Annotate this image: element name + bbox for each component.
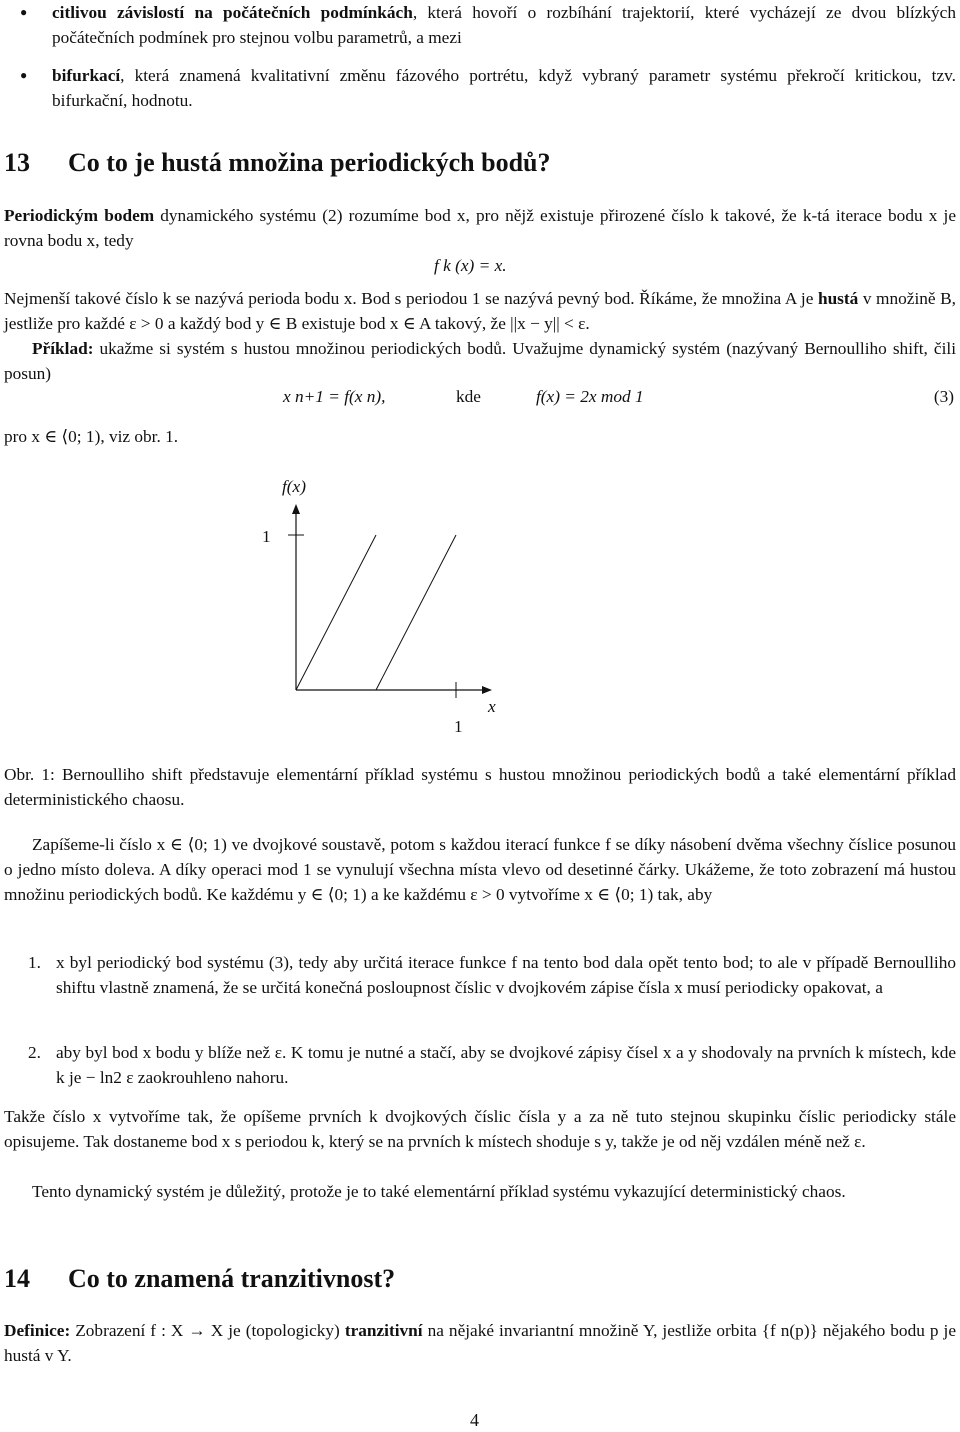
y-axis-arrow-icon bbox=[292, 504, 300, 514]
paragraph-dense-set bbox=[4, 286, 956, 336]
x-axis-arrow-icon bbox=[482, 686, 492, 694]
section-14-title: Co to znamená tranzitivnost? bbox=[68, 1264, 396, 1293]
equation-3-lhs: x n+1 = f(x n), bbox=[283, 387, 386, 406]
section-13-number: 13 bbox=[4, 148, 30, 177]
bernoulli-shift-plot bbox=[270, 500, 500, 700]
paragraph-construction: Takže číslo x vytvoříme tak, že opíšeme prvních k dvojkových číslic čísla y a za ně tuto stejnou skupinku číslic periodicky stále opisujeme. Tak dostaneme bod x s periodou k, který se na prvních k místech shoduje s y, takže je od něj vzdálen méně než ε. bbox=[4, 1107, 956, 1151]
bullet-icon: ● bbox=[20, 5, 28, 19]
bullet-2-text: , která znamená kvalitativní změnu fázového portrétu, když vybraný parametr systému překročí kritickou, tzv. bifurkační, hodnotu. bbox=[52, 66, 956, 110]
bullet-2-term: bifurkací bbox=[52, 66, 121, 85]
paragraph-domain: pro x ∈ ⟨0; 1), viz obr. 1. bbox=[4, 427, 179, 446]
section-13-title: Co to je hustá množina periodických bodů? bbox=[68, 148, 551, 177]
figure-ytick-label: 1 bbox=[262, 527, 271, 546]
paragraph-periodic-point bbox=[4, 203, 956, 253]
example-text: ukažme si systém s hustou množinou periodických bodů. Uvažujme dynamický systém (nazývaný Bernoulliho shift, čili posun) bbox=[4, 339, 956, 383]
equation-3-rhs: f(x) = 2x mod 1 bbox=[536, 387, 644, 406]
page-number: 4 bbox=[470, 1410, 479, 1430]
periodic-point-term: Periodickým bodem bbox=[4, 206, 155, 225]
enum-item-1: x byl periodický bod systému (3), tedy aby určitá iterace funkce f na tento bod dala opět tento bod; to ale v případě Bernoulliho shiftu vlastně znamená, že se určitá konečná posloupnost číslic v dvojkovém zápise čísla x musí periodicky opakovat, a bbox=[56, 953, 956, 997]
enum-number-2: 2. bbox=[28, 1043, 41, 1062]
enum-item-2: aby byl bod x bodu y blíže než ε. K tomu je nutné a stačí, aby se dvojkové zápisy čísel x a y shodovaly na prvních k místech, kde k je − ln2 ε zaokrouhleno nahoru. bbox=[56, 1043, 956, 1087]
bullet-item-1 bbox=[52, 0, 956, 50]
periodic-point-text: dynamického systému (2) rozumíme bod x, pro nějž existuje přirozené číslo k takové, že k-tá iterace bodu x je rovna bodu x, tedy bbox=[4, 206, 956, 250]
equation-3-kde: kde bbox=[456, 387, 481, 406]
bullet-1-text: , která hovoří o rozbíhání trajektorií, které vycházejí ze dvou blízkých počátečních podmínek pro stejnou volbu parametrů, a mezi bbox=[52, 3, 956, 47]
dense-set-text-2: v množině B, jestliže pro každé ε > 0 a každý bod y ∈ B existuje bod x ∈ A takový, že ||x − y|| < ε. bbox=[4, 289, 956, 333]
dense-set-text-1: Nejmenší takové číslo k se nazývá perioda bodu x. Bod s periodou 1 se nazývá pevný bod. Říkáme, že množina A je bbox=[4, 289, 818, 308]
graph-branch-1 bbox=[296, 535, 376, 690]
example-term: Příklad: bbox=[32, 339, 94, 358]
paragraph-definition bbox=[4, 1318, 956, 1368]
transitive-term: tranzitivní bbox=[344, 1321, 423, 1340]
figure-caption: Obr. 1: Bernoulliho shift představuje elementární příklad systému s hustou množinou periodických bodů a také elementární příklad deterministického chaosu. bbox=[4, 765, 956, 809]
section-14-heading bbox=[4, 1264, 395, 1294]
equation-fk: f k (x) = x. bbox=[434, 256, 507, 275]
paragraph-binary: Zapíšeme-li číslo x ∈ ⟨0; 1) ve dvojkové soustavě, potom s každou iterací funkce f se díky násobení dvěma všechny číslice posunou o jedno místo doleva. A díky operaci mod 1 se vynulují všechna místa vlevo od desetinné čárky. Ukážeme, že toto zobrazení má hustou množinu periodických bodů. Ke každému y ∈ ⟨0; 1) a ke každému ε > 0 vytvoříme x ∈ ⟨0; 1) tak, aby bbox=[4, 835, 956, 904]
bullet-item-2 bbox=[52, 63, 956, 113]
section-14-number: 14 bbox=[4, 1264, 30, 1293]
dense-term: hustá bbox=[817, 289, 859, 308]
definition-text-1: Zobrazení f : X → X je (topologicky) bbox=[70, 1321, 345, 1340]
bullet-1-term: citlivou závislostí na počátečních podmínkách bbox=[52, 3, 413, 22]
figure-ylabel: f(x) bbox=[282, 477, 306, 496]
definition-term: Definice: bbox=[4, 1321, 71, 1340]
section-13-heading bbox=[4, 148, 551, 178]
paragraph-example bbox=[4, 336, 956, 386]
equation-3-number: (3) bbox=[933, 387, 954, 406]
definition-text-2: na nějaké invariantní množině Y, jestliže orbita {f n(p)} nějakého bodu p je hustá v Y. bbox=[4, 1321, 957, 1365]
graph-branch-2 bbox=[376, 535, 456, 690]
figure-xtick-label: 1 bbox=[454, 717, 463, 736]
paragraph-chaos: Tento dynamický systém je důležitý, protože je to také elementární příklad systému vykazující deterministický chaos. bbox=[32, 1182, 846, 1201]
enum-number-1: 1. bbox=[28, 953, 41, 972]
figure-xlabel: x bbox=[488, 697, 496, 716]
bullet-icon: ● bbox=[20, 68, 28, 82]
